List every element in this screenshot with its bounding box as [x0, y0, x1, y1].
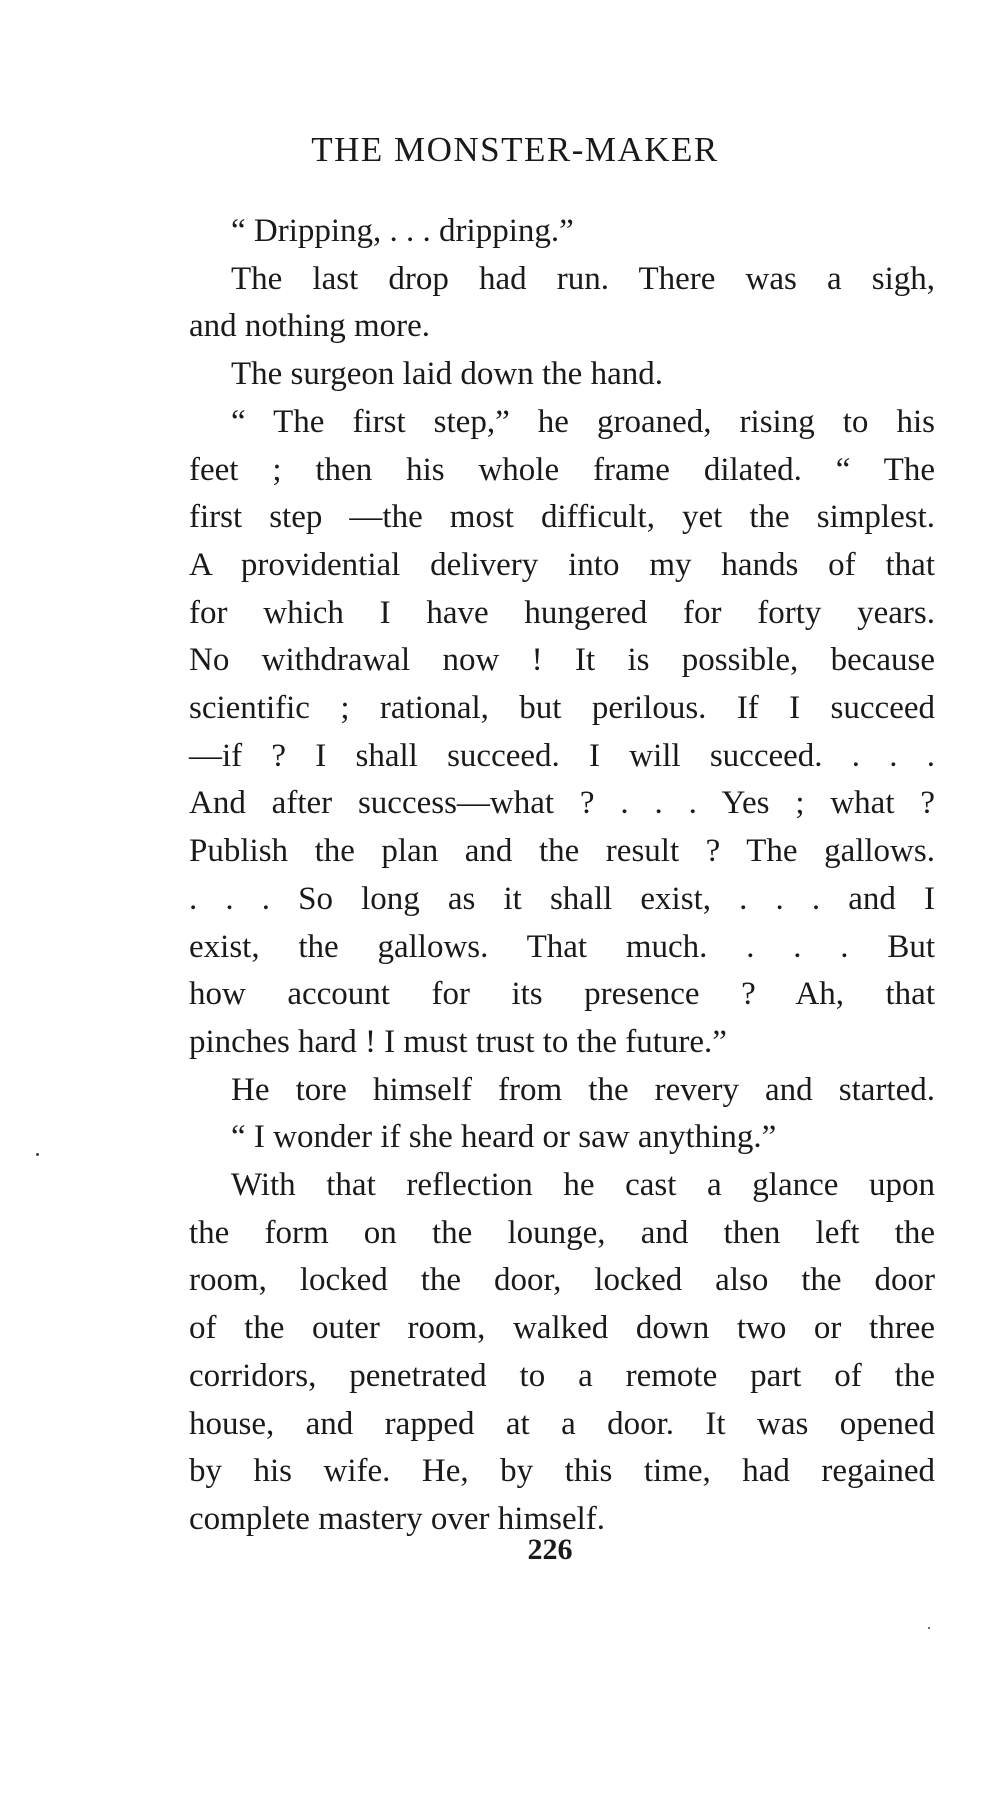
paragraph	[189, 351, 935, 399]
text-line: No withdrawal now ! It is possible, because	[189, 642, 935, 679]
text-line: “ The first step,” he groaned, rising to his	[231, 403, 935, 440]
text-line: room, locked the door, locked also the door	[189, 1262, 935, 1299]
text-line: first step —the most difficult, yet the simplest.	[189, 499, 935, 536]
text-line: exist, the gallows. That much. . . . But	[189, 928, 935, 965]
paragraph	[189, 1114, 935, 1162]
paragraph	[189, 1067, 935, 1115]
running-head: THE MONSTER-MAKER	[311, 130, 719, 169]
text-line: for which I have hungered for forty years.	[189, 594, 935, 631]
text-line: and nothing more.	[189, 308, 431, 345]
scan-speck	[36, 1153, 39, 1156]
paragraph	[189, 256, 935, 351]
paragraph	[189, 399, 935, 1067]
text-line: —if ? I shall succeed. I will succeed. . . .	[189, 737, 935, 774]
paragraph	[189, 208, 935, 256]
body-text	[189, 208, 935, 1544]
text-line: scientific ; rational, but perilous. If I succeed	[189, 690, 935, 727]
text-line: complete mastery over himself.	[189, 1500, 606, 1537]
text-line: how account for its presence ? Ah, that	[189, 976, 935, 1013]
text-line: Publish the plan and the result ? The gallows.	[189, 833, 935, 870]
text-line: And after success—what ? . . . Yes ; what ?	[189, 785, 935, 822]
text-line: house, and rapped at a door. It was opened	[189, 1405, 935, 1442]
text-line: . . . So long as it shall exist, . . . and I	[189, 880, 935, 917]
text-line: corridors, penetrated to a remote part of the	[189, 1357, 935, 1394]
text-line: A providential delivery into my hands of that	[189, 546, 935, 583]
text-line: The last drop had run. There was a sigh,	[231, 260, 935, 297]
text-line: “ Dripping, . . . dripping.”	[231, 213, 574, 249]
text-line: He tore himself from the revery and started.	[231, 1071, 935, 1108]
text-line: feet ; then his whole frame dilated. “ The	[189, 451, 935, 488]
page-number: 226	[527, 1533, 573, 1566]
scan-speck	[928, 1627, 930, 1629]
text-line: “ I wonder if she heard or saw anything.”	[231, 1119, 777, 1156]
text-line: pinches hard ! I must trust to the future.”	[189, 1023, 727, 1060]
text-line: by his wife. He, by this time, had regained	[189, 1453, 935, 1490]
text-line: the form on the lounge, and then left the	[189, 1214, 935, 1251]
text-line: of the outer room, walked down two or three	[189, 1310, 935, 1347]
text-line: The surgeon laid down the hand.	[231, 356, 663, 393]
text-line: With that reflection he cast a glance upon	[231, 1167, 935, 1204]
paragraph	[189, 1162, 935, 1544]
